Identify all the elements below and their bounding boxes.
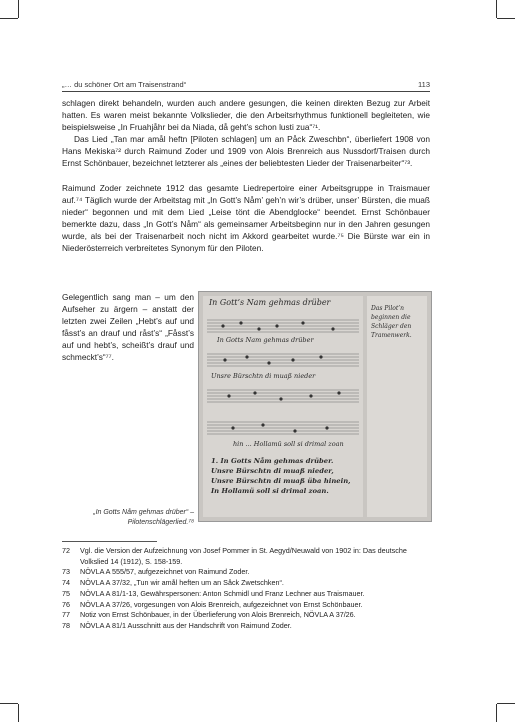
page-header xyxy=(62,80,430,94)
verse-line: Unsre Bürschtn di muaß üba hinein, xyxy=(211,477,351,485)
crop-mark xyxy=(497,703,515,704)
crop-mark xyxy=(18,704,19,722)
footnote xyxy=(62,600,430,611)
manuscript-lyric: hin ... Hollamü soll si drimal zoan xyxy=(233,440,344,448)
manuscript-note-sheet xyxy=(367,296,427,517)
footnote-text: Vgl. die Version der Aufzeichnung von Josef Pommer in St. Aegyd/Neuwald von 1902 in: Das deutsche Volkslied 14 (1912), S. 158-159. xyxy=(80,546,407,566)
footnote-number: 76 xyxy=(62,599,70,609)
manuscript-figure xyxy=(198,291,432,522)
body-text xyxy=(62,97,430,254)
paragraph: schlagen direkt behandeln, wurden auch andere gesungen, die keinen direkten Bezug zur Arbeit hatten. Es waren meist bekannte Volkslieder, die den Arbeitsrhythmus funktionell begleiteten, wie beispielsweise „In Fruahjåhr bei da Niada, då geht’s schon lusti zua“⁷¹. xyxy=(62,98,430,133)
figure-caption: „In Gotts Nåm gehmas drüber“ – Pilotenschlägerlied.⁷⁸ xyxy=(93,509,194,526)
footnote xyxy=(62,621,430,632)
verse-line: Unsre Bürschtn di muaß nieder, xyxy=(211,467,334,475)
footnote xyxy=(62,567,430,578)
manuscript-side-note: Das Pilot’n beginnen die Schläger den Tramenwerk. xyxy=(371,305,412,339)
manuscript-title: In Gott’s Nam gehmas drüber xyxy=(209,298,331,307)
footnote-text: NÖVLA A 37/32, „Tun wir amål heften um an Såck Zwetschken“. xyxy=(80,578,284,588)
crop-mark xyxy=(0,703,18,704)
footnote-number: 74 xyxy=(62,578,70,588)
footnote-text: NÖVLA A 37/26, vorgesungen von Alois Brenreich, aufgezeichnet von Ernst Schönbauer. xyxy=(80,599,363,609)
footnote-number: 75 xyxy=(62,588,70,598)
footnote-number: 72 xyxy=(62,546,70,555)
footnote xyxy=(62,578,430,589)
footnote-text: NÖVLA A 81/1-13, Gewährspersonen: Anton Schmidl und Franz Lechner aus Traismauer. xyxy=(80,588,365,598)
footnote xyxy=(62,610,430,621)
running-head: „… du schöner Ort am Traisenstrand“ xyxy=(62,80,187,89)
manuscript-verse xyxy=(211,456,351,496)
paragraph: Das Lied „Tan mar amål heftn [Piloten schlagen] um an Påck Zweschbn“, überliefert 1908 von Hans Mekiska⁷² durch Raimund Zoder und 1909 von Alois Brenreich aus Nussdorf/Traisen durch Ernst Schönbauer, bezeichnet letzterer als „eines der beliebtesten Lieder der Traisenarbeiter“⁷³. xyxy=(62,134,430,169)
footnote-number: 78 xyxy=(62,620,70,630)
crop-mark xyxy=(496,0,497,18)
footnote-text: Notiz von Ernst Schönbauer, in der Überlieferung von Alois Brenreich, NÖVLA A 37/26. xyxy=(80,610,356,620)
footnote-number: 73 xyxy=(62,567,70,577)
page-number: 113 xyxy=(418,80,430,89)
manuscript-score-sheet xyxy=(203,296,363,517)
footnotes xyxy=(62,546,430,632)
crop-mark xyxy=(18,0,19,18)
crop-mark xyxy=(497,18,515,19)
footnote xyxy=(62,589,430,600)
manuscript-lyric: In Gotts Nam gehmas drüber xyxy=(217,336,314,344)
manuscript-lyric: Unsre Bürschtn di muaß nieder xyxy=(211,372,316,380)
crop-mark xyxy=(496,704,497,722)
verse-line: In Hollamü soll si drimal zoan. xyxy=(211,487,329,495)
crop-mark xyxy=(0,18,18,19)
footnote-text: NÖVLA A 555/57, aufgezeichnet von Raimund Zoder. xyxy=(80,567,250,577)
paragraph: Raimund Zoder zeichnete 1912 das gesamte Liedrepertoire einer Arbeitsgruppe in Traismauer auf.⁷⁴ Täglich wurde der Arbeitstag mit „In Gott’s Nåm’ geh’n wir’s drüber, unser’ Bürsten, die muaß nieder“ begonnen und mit dem Lied „Leise tönt die Abendglocke“ beendet. Ernst Schönbauer bemerkte dazu, dass „In Gott’s Nåm“ als gemeinsamer Arbeitsbeginn nur in den Jahren gesungen wurde, als bei der Traisenarbeit noch nicht im Akkord gearbeitet wurde.⁷⁵ Die Bürste war ein in Niederösterreich verbreitetes Synonym für den Piloten. xyxy=(62,182,430,254)
verse-line: 1. In Gotts Nåm gehmas drüber. xyxy=(211,457,334,465)
footnote-rule xyxy=(62,541,157,542)
footnote-number: 77 xyxy=(62,610,70,620)
wrapped-paragraph: Gelegentlich sang man – um den Aufseher zu ärgern – anstatt der letzten zwei Zeilen „Hebt’s auf und fåsst’s an drauf und råst’s“ „Fåsst’s auf und hebt’s, scheißt’s drauf und schmeckt’s“⁷⁷. xyxy=(62,292,194,363)
header-rule xyxy=(62,91,430,92)
footnote xyxy=(62,546,430,567)
footnote-text: NÖVLA A 81/1 Ausschnitt aus der Handschrift von Raimund Zoder. xyxy=(80,620,292,630)
